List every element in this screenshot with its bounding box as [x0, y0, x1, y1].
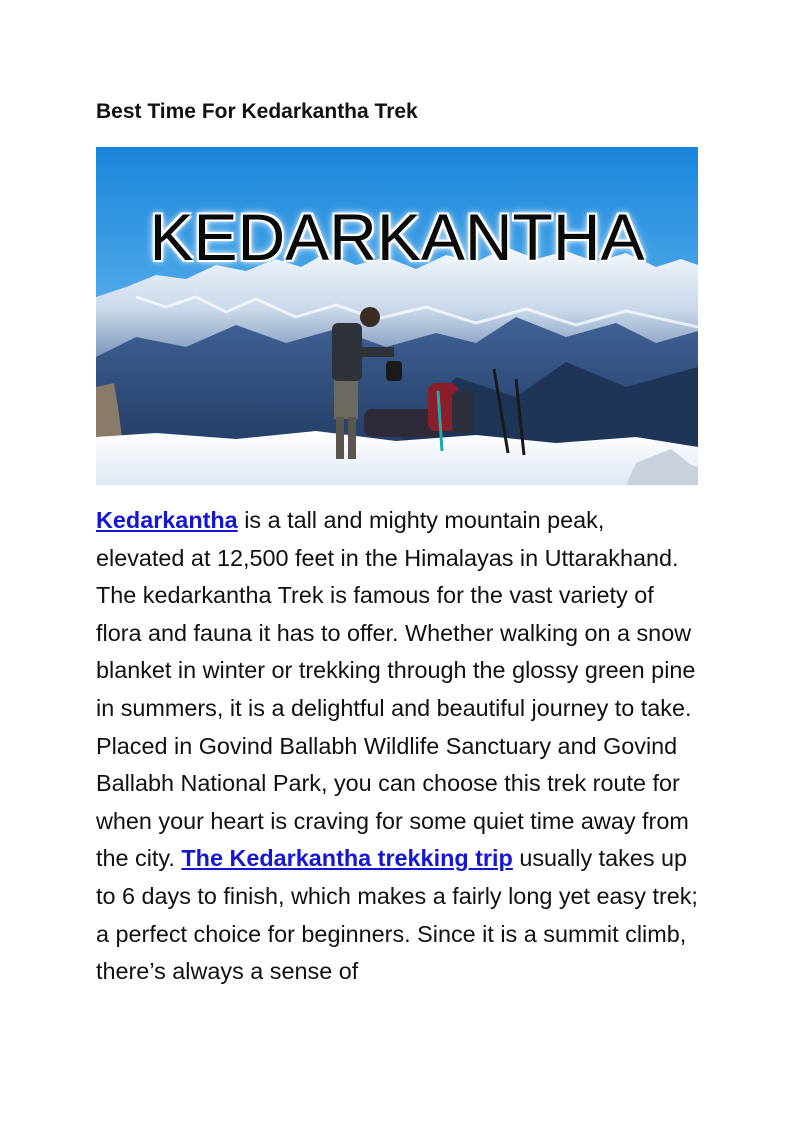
kedarkantha-trekking-trip-link[interactable]: The Kedarkantha trekking trip [181, 845, 513, 872]
mountain-landscape-image [96, 147, 698, 485]
document-title: Best Time For Kedarkantha Trek [96, 100, 418, 123]
kedarkantha-link[interactable]: Kedarkantha [96, 507, 238, 533]
hero-caption: KEDARKANTHA [149, 200, 645, 274]
body-paragraph [96, 502, 698, 991]
paragraph-text-1: is a tall and mighty mountain peak, elevated at 12,500 feet in the Himalayas in Uttarakhand. The kedarkantha Trek is famous for the vast variety of flora and fauna it has to offer. Whether walking on a snow blanket in winter or trekking through the glossy green pine in summers, it is a delightful and beautiful journey to take. Placed in Govind Ballabh Wildlife Sanctuary and Govind Ballabh National Park, you can choose this trek route for when your heart is craving for some quiet time away from the city. [96, 507, 696, 872]
paragraph-text-2: usually takes up to 6 days to finish, which makes a fairly long yet easy trek; a perfect choice for beginners. Since it is a summit climb, there’s always a sense of [96, 845, 698, 985]
hero-image [96, 147, 698, 485]
